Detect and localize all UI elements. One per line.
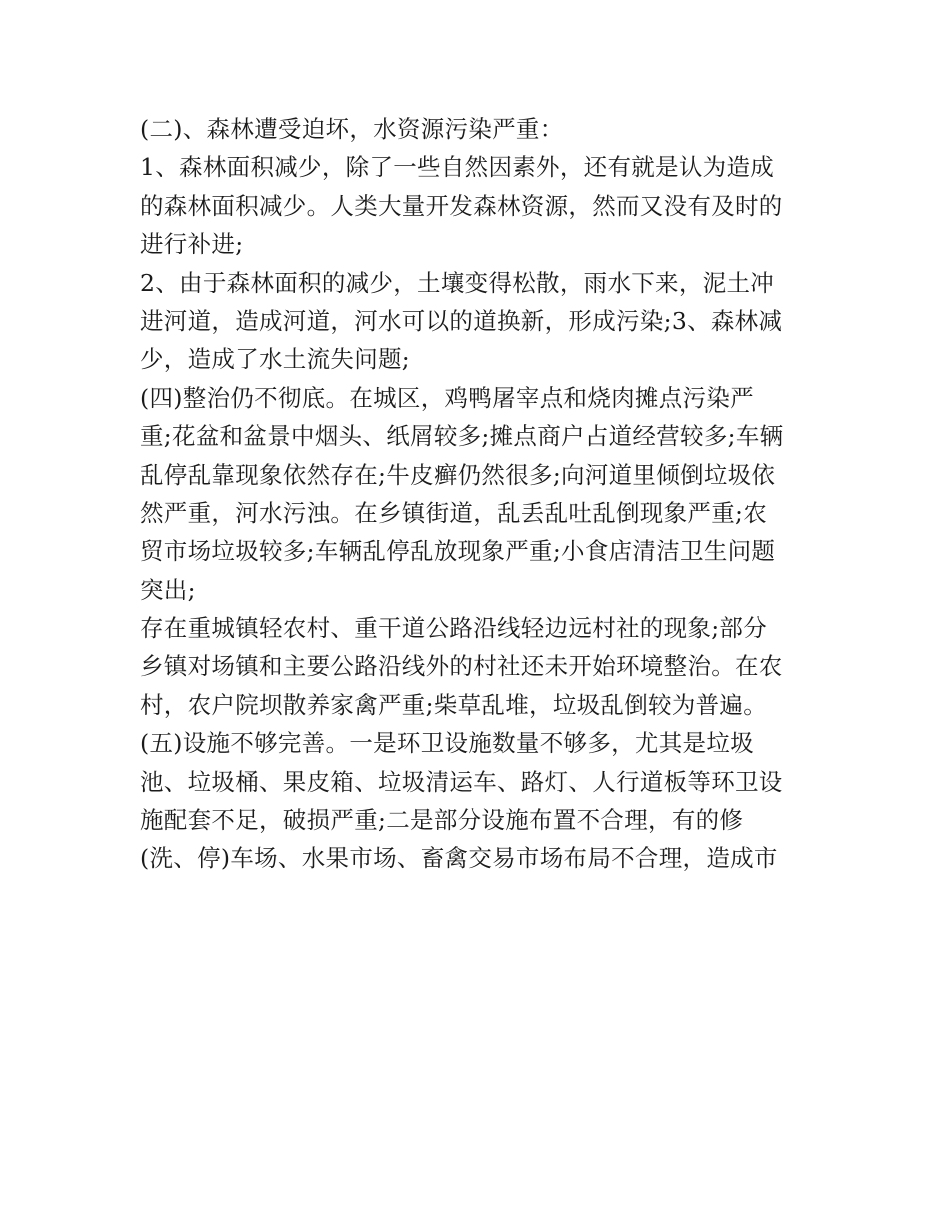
text-line: (二)、森林遭受迫坏，水资源污染严重： <box>140 115 564 143</box>
text-line: 池、垃圾桶、果皮箱、垃圾清运车、路灯、人行道板等环卫设 <box>140 767 783 796</box>
text-line: 村，农户院坝散养家禽严重;柴草乱堆，垃圾乱倒较为普遍。 <box>140 690 768 719</box>
text-line: 施配套不足，破损严重;二是部分设施布置不合理，有的修 <box>140 806 744 835</box>
text-line: (洗、停)车场、水果市场、畜禽交易市场布局不合理，造成市 <box>140 844 778 873</box>
text-line: 乡镇对场镇和主要公路沿线外的村社还未开始环境整治。在农 <box>140 652 783 681</box>
text-line: (四)整治仍不彻底。在城区，鸡鸭屠宰点和烧肉摊点污染严 <box>140 383 754 412</box>
text-line: 贸市场垃圾较多;车辆乱停乱放现象严重;小食店清洁卫生问题 <box>140 537 776 566</box>
text-line: 少，造成了水土流失问题; <box>140 345 411 374</box>
text-line: 然严重，河水污浊。在乡镇街道，乱丢乱吐乱倒现象严重;农 <box>140 498 768 527</box>
text-line: 的森林面积减少。人类大量开发森林资源，然而又没有及时的 <box>140 191 783 220</box>
document-body <box>140 110 820 878</box>
text-line: 突出; <box>140 575 196 604</box>
text-line: 进河道，造成河道，河水可以的道换新，形成污染;3、森林减 <box>140 306 783 335</box>
text-line: 存在重城镇轻农村、重干道公路沿线轻边远村社的现象;部分 <box>140 614 768 643</box>
text-line: 重;花盆和盆景中烟头、纸屑较多;摊点商户占道经营较多;车辆 <box>140 422 784 451</box>
text-line: (五)设施不够完善。一是环卫设施数量不够多，尤其是垃圾 <box>140 729 754 758</box>
text-line: 乱停乱靠现象依然存在;牛皮癣仍然很多;向河道里倾倒垃圾依 <box>140 460 776 489</box>
text-line: 进行补进; <box>140 230 244 259</box>
text-line: 1、森林面积减少，除了一些自然因素外，还有就是认为造成 <box>140 153 775 182</box>
text-line: 2、由于森林面积的减少，土壤变得松散，雨水下来，泥土冲 <box>140 268 775 297</box>
